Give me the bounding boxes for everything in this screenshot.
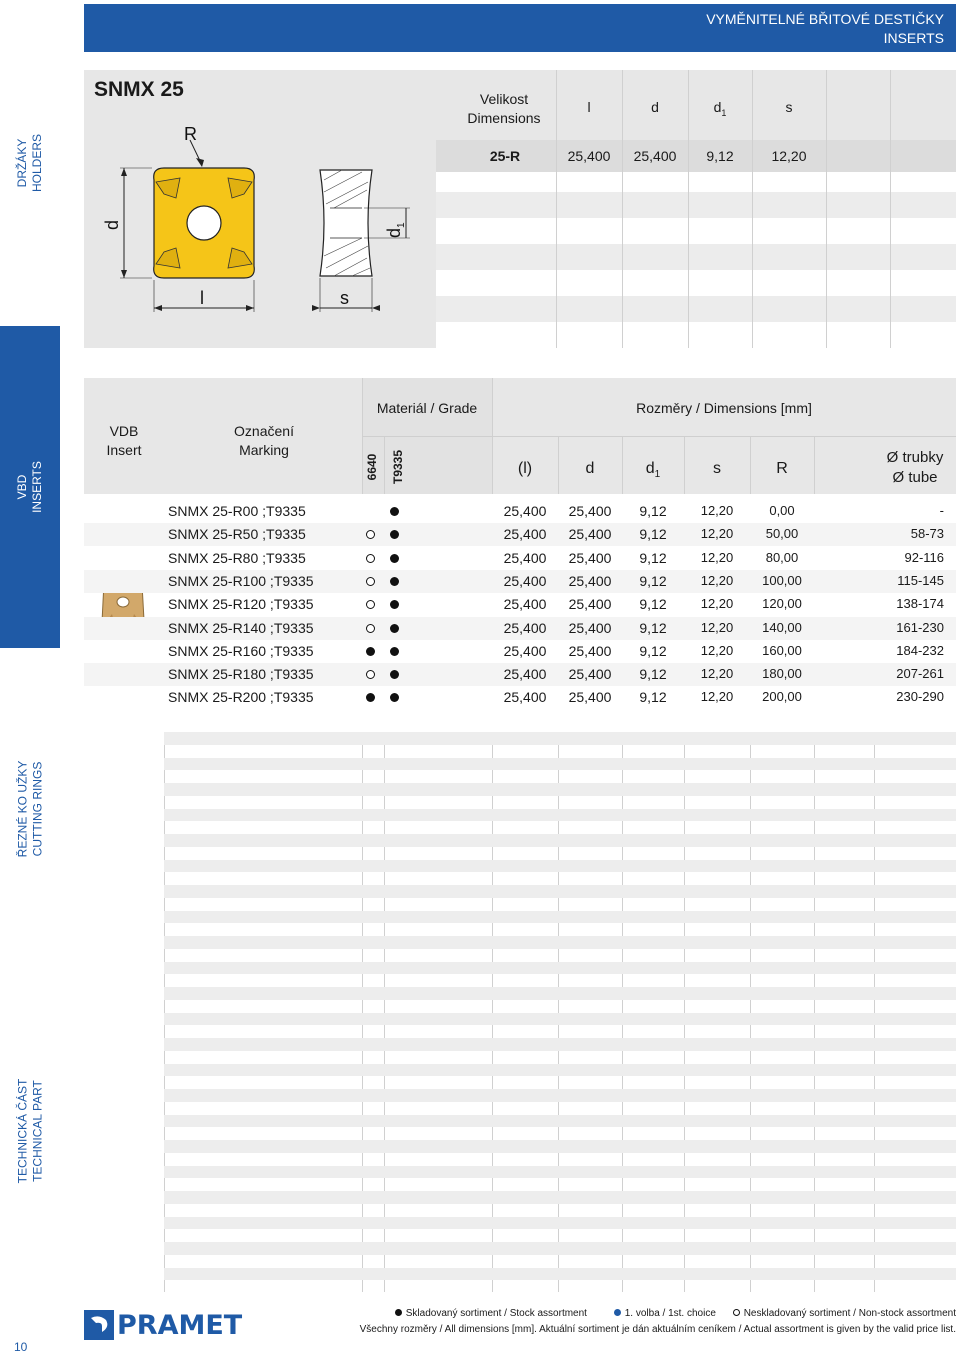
row-d: 25,400 [568,526,612,543]
row-marking: SNMX 25-R200 ;T9335 [168,689,314,706]
grid-stripe [164,1038,956,1051]
insert-table [84,378,956,708]
row-tube: 184-232 [896,642,944,658]
row-R: 180,00 [762,666,802,682]
grid-stripe [164,1217,956,1230]
header-title-cz: VYMĚNITELNÉ BŘITOVÉ DESTIČKY [706,11,944,27]
legend-stock-dot [395,1309,402,1316]
grid-stripe [164,885,956,898]
row-d1: 9,12 [639,619,667,636]
row-R: 120,00 [762,596,802,612]
grid-stripe [164,911,956,924]
row-s: 12,20 [700,596,734,612]
row-l: 25,400 [503,572,547,589]
row-R: 140,00 [762,619,802,635]
non-stock-dot [366,600,375,609]
table-row [84,500,956,523]
table-row [84,617,956,640]
grid-stripe [164,1268,956,1281]
table-row [84,523,956,546]
grid-stripe [164,834,956,847]
row-l: 25,400 [503,596,547,613]
row-R: 50,00 [765,526,799,542]
page-footer [84,1300,956,1344]
sidebar-section-label: TECHNICKÁ ČÁST [15,1078,29,1184]
row-l: 25,400 [503,689,547,706]
row-marking: SNMX 25-R120 ;T9335 [168,596,314,613]
grid-stripe [164,732,956,745]
grid-stripe [164,783,956,796]
row-R: 200,00 [762,689,802,705]
dim-value-d: 25,400 [633,148,677,164]
row-d: 25,400 [568,666,612,683]
sidebar [0,0,60,1356]
row-s: 12,20 [700,503,734,518]
stock-dot [390,670,399,679]
row-R: 160,00 [762,642,802,658]
row-d1: 9,12 [639,503,667,519]
row-s: 12,20 [700,572,734,588]
grid-stripe [164,1166,956,1179]
row-d: 25,400 [568,689,612,706]
dim-label-d: d [102,219,122,230]
legend-non-stock-dot [733,1309,740,1316]
grid-stripe [164,1115,956,1128]
legend-stock: Skladovaný sortiment / Stock assortment [405,1308,587,1319]
row-d1: 9,12 [639,572,667,589]
grid-stripe [164,758,956,771]
dimensions-label-cz: Velikost [479,91,529,107]
row-tube: 92-116 [904,549,944,565]
row-d1: 9,12 [639,666,667,683]
pramet-logo [84,1308,242,1342]
header-marking: Marking [239,442,289,458]
row-s: 12,20 [700,526,734,542]
row-tube: 230-290 [896,689,944,705]
insert-type-title: SNMX 25 [94,78,184,101]
stock-dot [390,530,399,539]
row-d: 25,400 [568,619,612,636]
sidebar-section-label: VBD [14,474,29,500]
insert-technical-drawing [84,70,436,348]
dim-value-d1: 9,12 [706,148,734,164]
sidebar-section-label: CUTTING RINGS [30,761,44,857]
grid-stripe [164,1013,956,1026]
row-l: 25,400 [503,549,547,566]
stock-dot [366,693,375,702]
table-row [84,547,956,570]
dim-header-s: s [785,99,793,115]
logo-icon [84,1310,114,1340]
sidebar-section-label: TECHNICAL PART [30,1080,44,1182]
sidebar-section-technical-part[interactable] [0,970,60,1292]
grid-stripe [164,809,956,822]
sidebar-section-label: ŘEZNÉ KO UŽKY [15,760,29,858]
dim-label-l: l [200,288,204,308]
row-marking: SNMX 25-R180 ;T9335 [168,666,314,683]
header-title-en: INSERTS [883,30,944,46]
row-R: 80,00 [765,549,799,565]
table-row [84,593,956,616]
row-d: 25,400 [568,596,612,613]
row-tube: 58-73 [910,526,944,542]
grid-stripe [164,987,956,1000]
sidebar-section-cutting-rings[interactable] [0,648,60,970]
table-row [84,570,956,593]
row-d: 25,400 [568,642,612,659]
row-s: 12,20 [700,619,734,635]
row-s: 12,20 [700,642,734,658]
row-marking: SNMX 25-R00 ;T9335 [168,503,306,519]
header-s: s [713,460,721,477]
grid-stripe [164,1191,956,1204]
insert-center-hole [187,206,221,240]
stock-dot [390,577,399,586]
logo-wordmark: PRAMET [117,1309,243,1341]
dim-size: 25-R [489,148,521,164]
header-oznaceni: Označení [234,423,294,439]
dim-value-s: 12,20 [771,148,807,164]
row-marking: SNMX 25-R50 ;T9335 [168,526,306,543]
non-stock-dot [366,554,375,563]
sidebar-section-label: DRŽÁKY [14,138,29,188]
row-d1: 9,12 [639,549,667,566]
grid-stripe [164,1242,956,1255]
row-d1: 9,12 [639,689,667,706]
row-tube: 115-145 [897,572,944,588]
legend-first-choice-dot [614,1309,621,1316]
legend-non-stock: Neskladovaný sortiment / Non-stock assortment [743,1308,956,1319]
row-s: 12,20 [700,666,734,682]
row-d: 25,400 [568,572,612,589]
header-insert: Insert [106,442,142,458]
grid-stripe [164,860,956,873]
header-R: R [776,460,788,477]
row-l: 25,400 [503,526,547,543]
row-l: 25,400 [503,666,547,683]
row-d1: 9,12 [639,596,667,613]
row-s: 12,20 [700,549,734,565]
row-marking: SNMX 25-R160 ;T9335 [168,642,314,659]
dim-value-l: 25,400 [567,148,611,164]
header-tube-cz: Ø trubky [886,449,944,466]
legend-first-choice: 1. volba / 1st. choice [624,1308,716,1319]
dim-header-l: l [587,99,591,115]
sidebar-section-inserts[interactable] [0,326,60,648]
row-marking: SNMX 25-R140 ;T9335 [168,619,314,636]
row-d: 25,400 [568,503,612,519]
sidebar-section-holders[interactable] [0,0,60,326]
grid-stripe [164,962,956,975]
header-rozmery: Rozměry / Dimensions [mm] [636,400,812,416]
row-d1: 9,12 [639,526,667,543]
sidebar-section-label: INSERTS [29,461,44,513]
stock-dot [390,647,399,656]
non-stock-dot [366,530,375,539]
row-tube: 138-174 [896,596,944,612]
row-tube: 161-230 [896,619,944,635]
dimensions-table [436,70,956,348]
dim-label-s: s [340,288,349,308]
table-row [84,686,956,709]
row-tube: - [939,503,944,518]
row-R: 100,00 [762,572,802,588]
grid-stripe [164,1064,956,1077]
dim-label-d1: $d_1$ [384,222,407,238]
header-d1: $d_1$ [645,460,661,481]
page-header [84,4,956,52]
stock-dot [366,647,375,656]
header-grade-6640: 6640 [365,453,379,481]
header-material: Materiál / Grade [376,400,478,416]
row-tube: 207-261 [896,666,944,682]
header-l: (l) [517,460,533,477]
sidebar-section-label: HOLDERS [29,133,44,193]
table-row [84,663,956,686]
insert-drawing-panel [84,70,436,348]
table-row [84,640,956,663]
footer-note: Všechny rozměry / All dimensions [mm]. Aktuální sortiment je dán aktuálním ceníkem / Actual assortment is given by the valid price list. [359,1324,956,1335]
dim-header-d1: $d_1$ [713,99,727,118]
page-number: 10 [14,1340,28,1354]
stock-dot [390,554,399,563]
row-s: 12,20 [700,689,734,705]
header-grade-T9335: T9335 [391,449,405,485]
row-l: 25,400 [503,642,547,659]
row-d: 25,400 [568,549,612,566]
non-stock-dot [366,624,375,633]
empty-table-grid [84,732,956,1292]
legend [385,1308,956,1319]
header-vdb: VDB [109,423,139,439]
header-d: d [585,460,595,477]
grid-stripe [164,1140,956,1153]
grid-stripe [164,1089,956,1102]
dim-label-R: R [184,124,197,144]
stock-dot [390,600,399,609]
row-l: 25,400 [503,503,547,519]
row-R: 0,00 [769,503,795,518]
header-tube-en: Ø tube [892,469,938,486]
non-stock-dot [366,577,375,586]
grid-stripe [164,936,956,949]
stock-dot [390,693,399,702]
dimensions-label-en: Dimensions [467,110,541,126]
non-stock-dot [366,670,375,679]
row-d1: 9,12 [639,642,667,659]
dim-header-d: d [651,99,659,115]
stock-dot [390,507,399,516]
row-l: 25,400 [503,619,547,636]
stock-dot [390,624,399,633]
row-marking: SNMX 25-R80 ;T9335 [168,549,306,566]
row-marking: SNMX 25-R100 ;T9335 [168,572,314,589]
